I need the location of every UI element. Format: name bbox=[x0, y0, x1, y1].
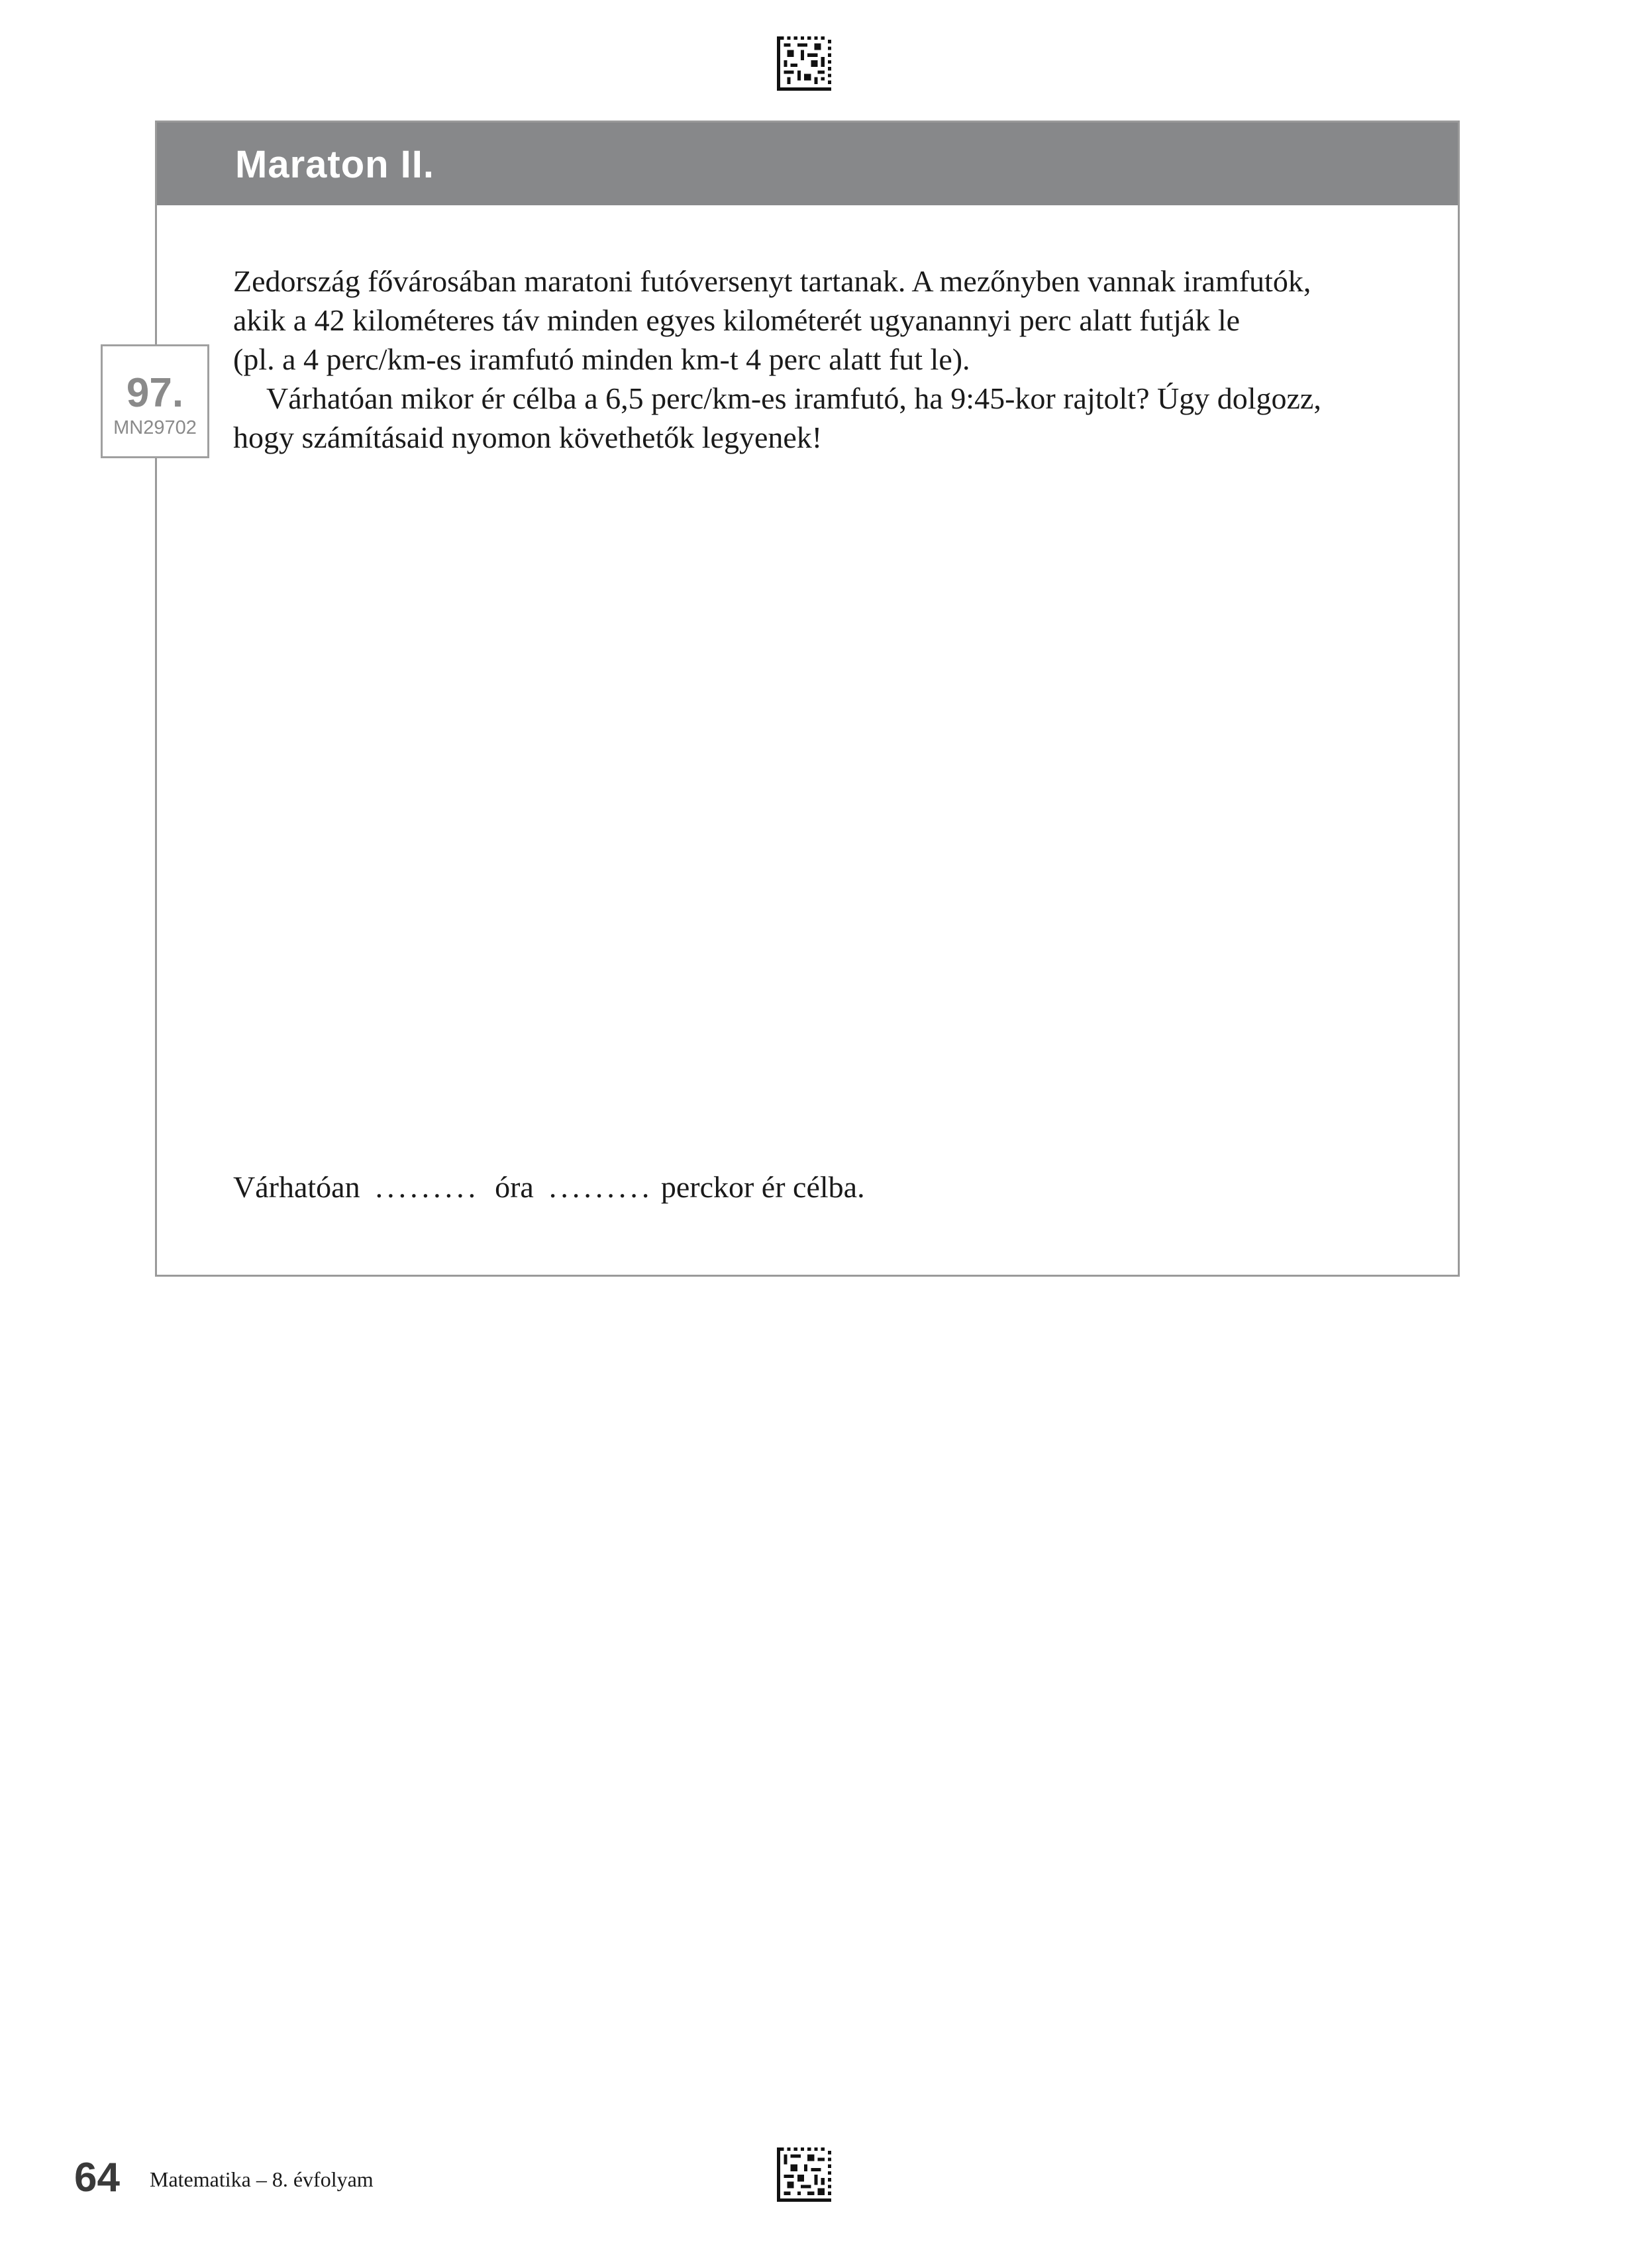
answer-line bbox=[233, 1167, 865, 1207]
task-line: akik a 42 kilométeres táv minden egyes kilométerét ugyanannyi perc alatt futják le bbox=[233, 303, 1241, 337]
bottom-datamatrix-code bbox=[777, 2147, 831, 2202]
task-line: Várhatóan mikor ér célba a 6,5 perc/km-es iramfutó, ha 9:45-kor rajtolt? Úgy dolgozz, bbox=[266, 381, 1321, 415]
answer-prefix: Várhatóan bbox=[233, 1170, 360, 1204]
task-header bbox=[157, 123, 1458, 205]
task-paragraph-1 bbox=[233, 262, 1419, 379]
answer-hour-blank[interactable]: ......... bbox=[375, 1170, 480, 1204]
answer-minute-blank[interactable]: ......... bbox=[548, 1170, 654, 1204]
answer-hour-label: óra bbox=[495, 1170, 534, 1204]
top-datamatrix-code bbox=[777, 36, 831, 91]
task-line: (pl. a 4 perc/km-es iramfutó minden km-t 4 perc alatt fut le). bbox=[233, 342, 970, 376]
answer-suffix: perckor ér célba. bbox=[660, 1170, 865, 1204]
task-code: MN29702 bbox=[113, 417, 197, 438]
task-line: hogy számításaid nyomon követhetők legyenek! bbox=[233, 420, 823, 454]
task-text bbox=[233, 262, 1419, 457]
task-paragraph-2 bbox=[233, 379, 1419, 457]
task-line: Zedország fővárosában maratoni futóversenyt tartanak. A mezőnyben vannak iramfutók, bbox=[233, 264, 1311, 298]
task-title: Maraton II. bbox=[235, 143, 435, 186]
task-number-box bbox=[101, 344, 209, 458]
footer-subject: Matematika – 8. évfolyam bbox=[150, 2167, 374, 2191]
page-number: 64 bbox=[74, 2155, 120, 2200]
task-number: 97. bbox=[126, 370, 184, 416]
